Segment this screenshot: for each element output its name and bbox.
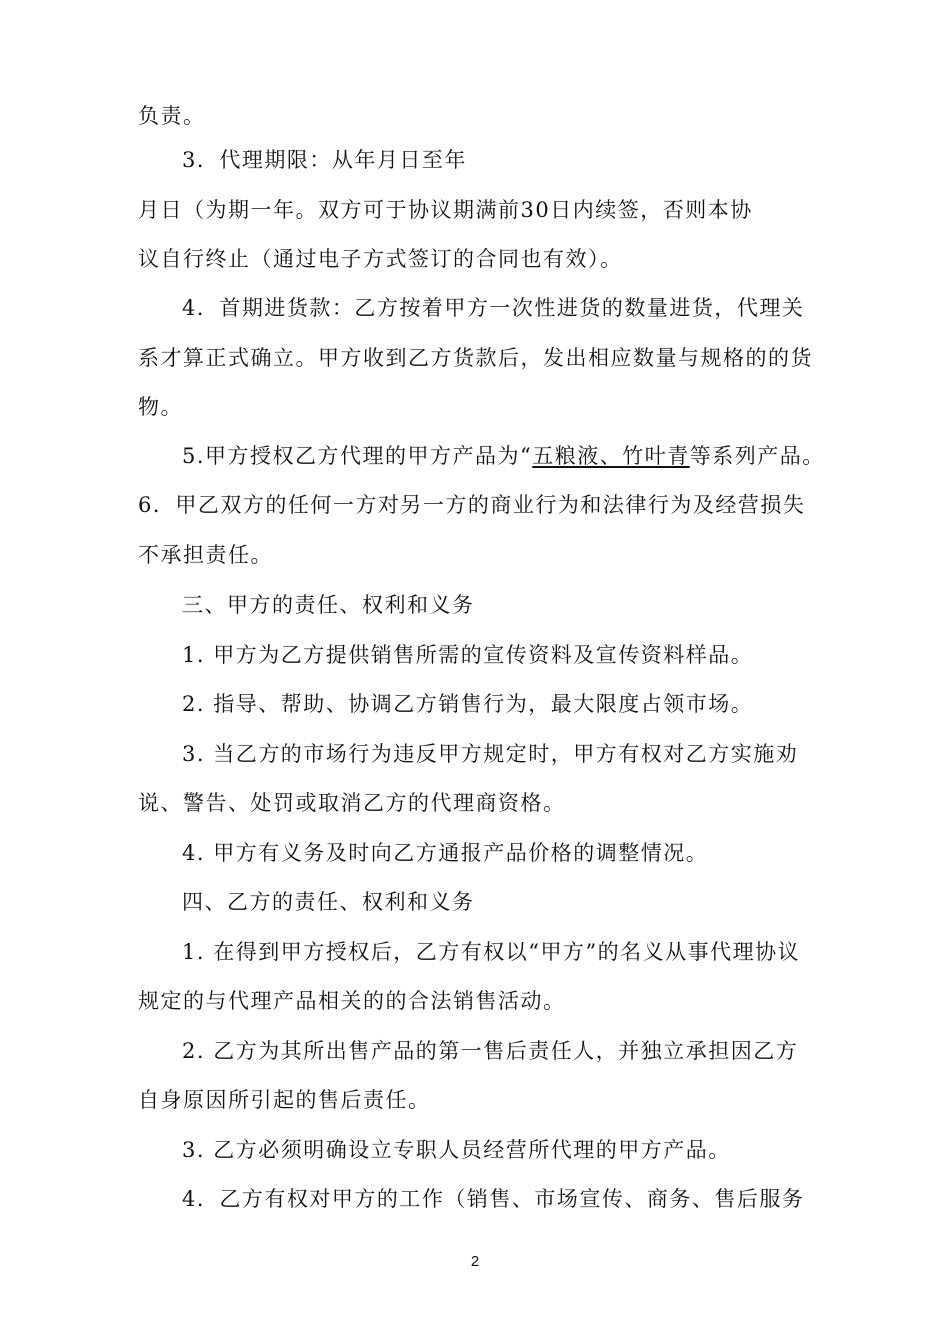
paragraph-line: 4. 甲方有义务及时向乙方通报产品价格的调整情况。 <box>182 841 709 865</box>
paragraph-line: 说、警告、处罚或取消乙方的代理商资格。 <box>138 791 566 815</box>
paragraph-line: 议自行终止（通过电子方式签订的合同也有效）。 <box>138 247 623 271</box>
paragraph-line: 3．代理期限：从年月日至年 <box>182 148 467 172</box>
page-number: 2 <box>470 1253 480 1270</box>
paragraph-line: 2. 乙方为其所出售产品的第一售后责任人，并独立承担因乙方 <box>182 1039 799 1063</box>
paragraph-line: 物。 <box>138 395 183 419</box>
paragraph-line: 2. 指导、帮助、协调乙方销售行为，最大限度占领市场。 <box>182 692 754 716</box>
paragraph-line: 负责。 <box>138 104 206 128</box>
paragraph-line: 1. 甲方为乙方提供销售所需的宣传资料及宣传资料样品。 <box>182 643 754 667</box>
paragraph-line: 3. 当乙方的市场行为违反甲方规定时，甲方有权对乙方实施劝 <box>182 742 799 766</box>
paragraph-line: 4．乙方有权对甲方的工作（销售、市场宣传、商务、售后服务 <box>182 1187 805 1211</box>
paragraph-line: 6．甲乙双方的任何一方对另一方的商业行为和法律行为及经营损失 <box>138 493 806 517</box>
section-heading: 三、甲方的责任、权利和义务 <box>182 593 475 617</box>
paragraph-line: 系才算正式确立。甲方收到乙方货款后，发出相应数量与规格的的货 <box>138 346 813 370</box>
paragraph-line: 月日（为期一年。双方可于协议期满前30日内续签，否则本协 <box>138 198 753 222</box>
paragraph-line: 规定的与代理产品相关的的合法销售活动。 <box>138 989 566 1013</box>
paragraph-line: 4．首期进货款：乙方按着甲方一次性进货的数量进货，代理关 <box>182 296 805 320</box>
item5-prefix: 5.甲方授权乙方代理的甲方产品为“ <box>182 444 533 468</box>
paragraph-line: 1. 在得到甲方授权后，乙方有权以“甲方”的名义从事代理协议 <box>182 940 801 964</box>
paragraph-line: 3. 乙方必须明确设立专职人员经营所代理的甲方产品。 <box>182 1138 731 1162</box>
section-heading: 四、乙方的责任、权利和义务 <box>182 890 475 914</box>
paragraph-line-item5 <box>182 441 825 471</box>
paragraph-line: 不承担责任。 <box>138 543 273 567</box>
item5-suffix: 等系列产品。 <box>689 444 825 468</box>
paragraph-line: 自身原因所引起的售后责任。 <box>138 1088 431 1112</box>
item5-underlined-products: 五粮液、竹叶青 <box>532 444 690 468</box>
